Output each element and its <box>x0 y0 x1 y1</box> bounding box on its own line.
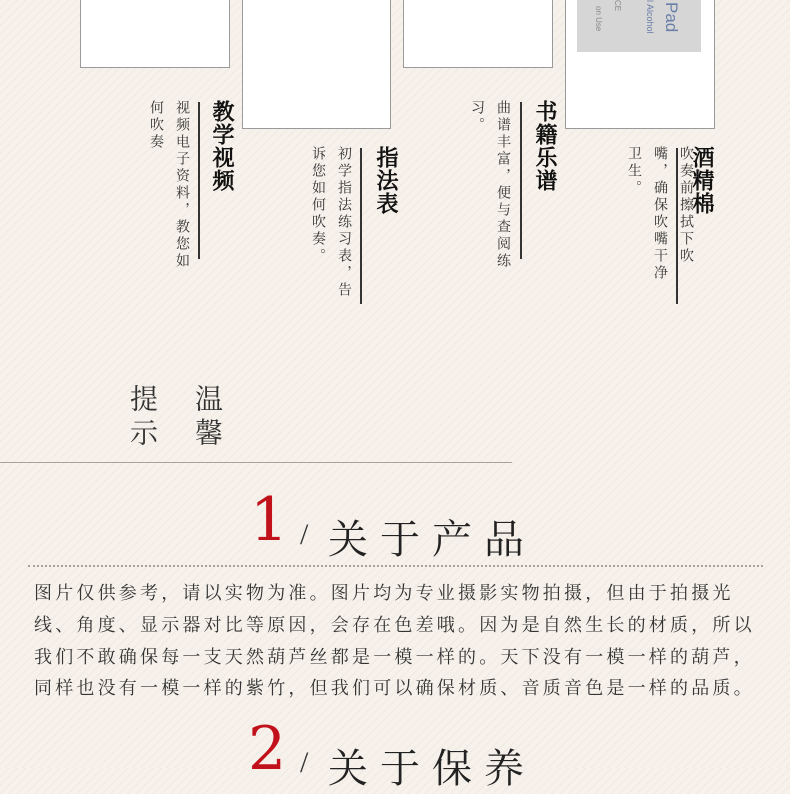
tip-heading-col1: 温馨 <box>191 384 224 452</box>
section-slash-2: / <box>300 746 309 779</box>
pad-text-large: Pad <box>662 2 681 33</box>
section-body-1: 图片仅供参考，请以实物为准。图片均为专业摄影实物拍摄，但由于拍摄光线、角度、显示器对比等原因，会存在色差哦。因为是自然生长的材质，所以我们不敢确保每一支天然葫芦丝都是一模一样的。天下没有一模一样的葫芦，同样也没有一模一样的紫竹，但我们可以确保材质、音质音色是一样的品质。 <box>34 583 755 700</box>
divider-songbook <box>520 102 522 259</box>
product-title-video: 教学视频 <box>209 100 234 192</box>
section-divider-1 <box>28 565 763 567</box>
product-desc-video: 视频电子资料，教您如何吹奏 <box>148 100 190 270</box>
section-number-1: 1 <box>250 485 289 555</box>
product-image-video <box>80 0 230 68</box>
product-desc-alcohol-pad: 吹奏前擦拭下吹嘴，确保吹嘴干净卫生。 <box>626 146 694 282</box>
product-desc-songbook: 曲谱丰富，便与查阅练习。 <box>469 100 511 270</box>
product-image-songbook <box>403 0 553 68</box>
product-title-fingering-chart: 指法表 <box>373 146 398 215</box>
section-slash-1: / <box>300 518 309 551</box>
product-title-alcohol-pad: 酒精棉 <box>689 146 714 215</box>
divider-video <box>198 102 200 259</box>
pad-text-use: on Use <box>594 6 603 32</box>
pad-text-small: l Alcohol <box>645 0 655 34</box>
section-title-2: 关于保养 <box>328 746 536 792</box>
section-number-2: 2 <box>248 714 287 784</box>
section-title-1: 关于产品 <box>328 517 536 563</box>
divider-fingering-chart <box>360 148 362 304</box>
product-title-songbook: 书籍乐谱 <box>532 100 557 192</box>
tip-divider <box>0 462 512 463</box>
product-image-fingering-chart <box>242 0 391 129</box>
pad-text-tiny: CE <box>613 0 622 12</box>
product-desc-fingering-chart: 初学指法练习表，告诉您如何吹奏。 <box>310 146 352 299</box>
alcohol-pad-photo <box>577 0 701 52</box>
tip-heading-col2: 提示 <box>126 384 159 452</box>
